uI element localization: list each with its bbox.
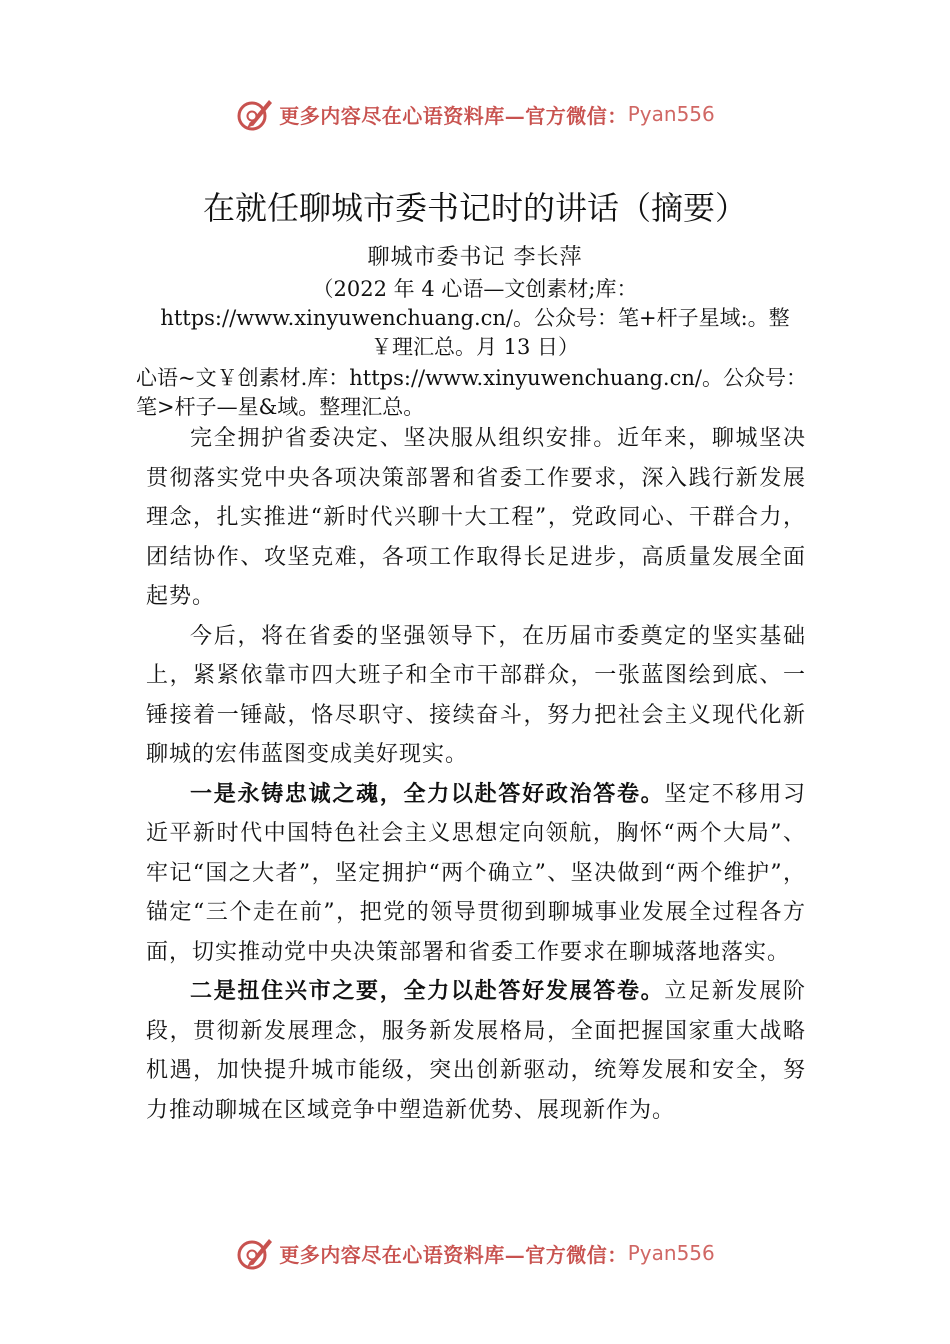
- banner-text: 更多内容尽在心语资料库—官方微信：: [279, 1242, 628, 1267]
- date-source-note: （2022 年 4 心语—文创素材;库：https://www.xinyuwenchuang.cn/。公众号：笔+杆子星域:。整￥理汇总。月 13 日）: [160, 277, 790, 359]
- paragraph-text: 坚定不移用习近平新时代中国特色社会主义思想定向领航，胸怀“两个大局”、牢记“国之大者”，坚定拥护“两个确立”、坚决做到“两个维护”，锚定“三个走在前”，把党的领导贯彻到聊城事业发展全过程各方面，切实推动党中央决策部署和省委工作要求在聊城落地落实。: [146, 781, 806, 965]
- paragraph-text: 立足新发展阶段，贯彻新发展理念，服务新发展格局，全面把握国家重大战略机遇，加快提升城市能级，突出创新驱动，统筹发展和安全，努力推动聊城在区域竞争中塑造新优势、展现新作为。: [146, 979, 806, 1123]
- banner-text: 更多内容尽在心语资料库—官方微信：: [279, 103, 628, 128]
- paragraph-lead: 二是扭住兴市之要，全力以赴答好发展答卷。: [190, 978, 665, 1004]
- header-watermark-banner: [0, 92, 950, 136]
- footer-watermark-banner: [0, 1231, 950, 1275]
- banner-wechat-id: Pyan556: [627, 1241, 715, 1265]
- paragraph-4: [146, 972, 806, 1130]
- document-author: 聊城市委书记 李长萍: [367, 245, 583, 270]
- document-body: [146, 419, 806, 1130]
- paragraph-1: [146, 419, 806, 617]
- quill-pen-logo-icon: [235, 94, 275, 134]
- paragraph-lead: 一是永铸忠诚之魂，全力以赴答好政治答卷。: [190, 780, 665, 807]
- paragraph-text: 今后，将在省委的坚强领导下，在历届市委奠定的坚实基础上，紧紧依靠市四大班子和全市干部群众，一张蓝图绘到底、一锤接着一锤敲，恪尽职守、接续奋斗，努力把社会主义现代化新聊城的宏伟蓝图变成美好现实。: [146, 623, 806, 767]
- quill-pen-logo-icon: [235, 1233, 275, 1273]
- document-title: 在就任聊城市委书记时的讲话（摘要）: [202, 189, 747, 227]
- banner-wechat-id: Pyan556: [627, 102, 715, 126]
- source-watermark-note: 心语~文￥创素材.库：https://www.xinyuwenchuang.cn/。公众号：笔>杆子—星&域。整理汇总。: [136, 366, 807, 419]
- paragraph-text: 完全拥护省委决定、坚决服从组织安排。近年来，聊城坚决贯彻落实党中央各项决策部署和省委工作要求，深入践行新发展理念，扎实推进“新时代兴聊十大工程”，党政同心、干群合力，团结协作、攻坚克难，各项工作取得长足进步，高质量发展全面起势。: [146, 426, 806, 609]
- paragraph-2: [146, 617, 806, 775]
- paragraph-3: [146, 775, 806, 973]
